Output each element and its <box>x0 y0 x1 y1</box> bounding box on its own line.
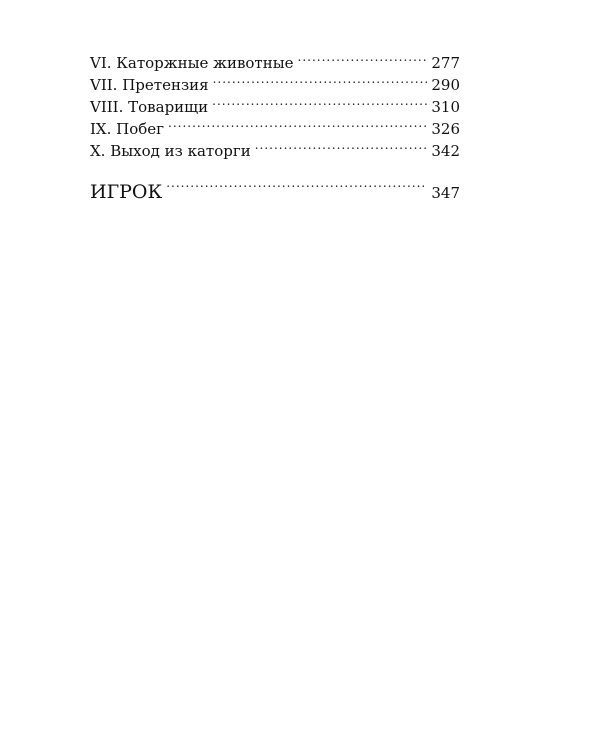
dot-leader <box>168 112 427 134</box>
toc-entry-page: 310 <box>431 98 460 116</box>
dot-leader <box>213 68 428 90</box>
toc-entry-title: VI. Каторжные животные <box>90 54 294 72</box>
toc-entry-page: 342 <box>431 142 460 160</box>
dot-leader <box>166 168 427 198</box>
toc-entry-title: VIII. Товарищи <box>90 98 209 116</box>
table-of-contents <box>90 46 460 203</box>
toc-entry-page: 326 <box>431 120 460 138</box>
toc-major-entry <box>90 168 460 203</box>
toc-major-page: 347 <box>431 184 460 202</box>
toc-entry-page: 290 <box>431 76 460 94</box>
toc-major-title: ИГРОК <box>90 181 163 203</box>
dot-leader <box>212 90 427 112</box>
toc-entry-title: VII. Претензия <box>90 76 209 94</box>
toc-entry-page: 277 <box>431 54 460 72</box>
toc-entry-title: X. Выход из каторги <box>90 142 251 160</box>
dot-leader <box>298 46 428 68</box>
toc-entry <box>90 46 460 72</box>
dot-leader <box>255 134 428 156</box>
toc-entry-title: IX. Побег <box>90 120 165 138</box>
